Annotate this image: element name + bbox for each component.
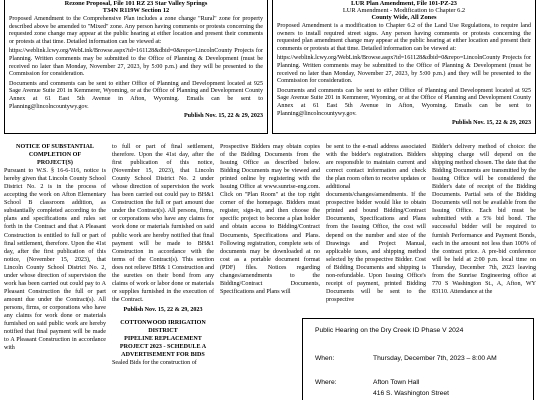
lur-notice-publish-dates: Publish Nov. 15, 22 & 29, 2023 [451,120,531,127]
column-bid-documents-1 [220,143,320,296]
cottonwood-title-5: ADVERTISEMENT FOR BIDS [121,352,205,359]
public-hearing-notice-box [302,318,534,400]
where-value-2: 416 S. Washington Street [373,390,449,397]
rezone-notice-subheader: T34N R119W Section 12 [102,7,170,14]
lur-notice-header: LUR Plan Amendment, File 101-PZ-23 [351,0,457,7]
lur-notice-paragraph-1: Proposed Amendment is a modification to Chapter 6.2 of the Land Use Regulations, to require land owners to install required street signs. Any person having comments or protests concerning the requested plan amendment change may appear at the public hearing at either location and present their comments or protests at that time. Detailed information can be viewed at: [277,23,531,52]
public-hearing-heading: Public Hearing on the Dry Creek ID Phase V 2024 [315,327,464,334]
cottonwood-title-4: PROJECT 2023 - SCHEDULE A [119,344,207,351]
substantial-completion-body: Pursuant to W.S. § 16-6-116, notice is hereby given that Lincoln County School District No. 2 is in the process of accepting the work on Afton Elementary School B classroom addition, as substantially completed according to the plans and specifications and rules set forth in the Contract and that A Pleasant Construction is entitled to full or part of final settlement, therefore. Upon the 41st day, after the first publication of this notice, (November 15, 2023), that Lincoln County School District No. 2, under whose direction of supervision the work has been carried out could pay to A Pleasant Construction the full or part amount due under the Contract(s). All persons, firms, or corporations who have any claims for work done or materials furnished on said public work are hereby notified that final payment will be made to A Pleasant Construction in accordance with [4,168,106,352]
when-label: When: [315,355,335,362]
completion-continued-publish-dates: Publish Nov. 15, 22 & 29, 2023 [123,306,203,313]
substantial-completion-title-2: COMPLETION OF [28,152,82,159]
lur-notice-scope: County Wide, All Zones [371,14,437,21]
lur-notice-paragraph-2: https://weblink.lcwy.org/WebLink/Browse.aspx?id=161128&dbid=0&repo=LincolnCounty Projects for Planning. Written comments may be submitted to the Office of Planning & Development (must be received no later than Monday, November 27, 2023, by 5:00 p.m.) and they will be presented to the Commission for consideration. [277,55,531,85]
lur-notice-paragraph-3: Documents and comments can be sent to either Office of Planning and Development located at 925 Sage Avenue Suite 201 in Kemmerer, Wyoming, or at the Office of Planning and Development County Annex at 61 East 5th Avenue in Afton, Wyoming. Emails can be sent to Planning@lincolncountywy.gov. [277,87,531,117]
rezone-notice-header: Rezone Proposal, File 101 RZ 23 Star Valley Springs [64,0,208,7]
cottonwood-body: Sealed Bids for the construction of [112,360,197,367]
lur-amendment-box [272,0,536,134]
bid-documents-body-1: Prospective Bidders may obtain copies of the Bidding Documents from the Issuing Office as described below. Bidding Documents may be viewed and printed online by registering with the Issuing Office at www.sunrise-eng.com. Click on "Plan Room" at the top right corner of the homepage. Bidders must register, sign-in, and then choose the specific project to become a plan holder and obtain access to Bidding/Contract Documents, Specifications and Plans. Following registration, complete sets of documents may be downloaded at no cost as a portable document format (PDF) files. Notices regarding changes/amendments to the Bidding/Contract Documents, Specifications and Plans will [220,144,320,295]
rezone-notice-paragraph-2: https://weblink.lcwy.org/WebLink/Browse.aspx?id=161128&dbid=0&repo=LincolnCounty Projects for Planning. Written comments may be submitted to the Office of Planning & Development (must be received no later than Monday, November 27, 2023, by 5:00 p.m.) and they will be presented to the Commission for consideration. [9,48,263,78]
rezone-notice-box [4,0,268,134]
column-substantial-completion [4,143,106,352]
lur-notice-subheader: LUR Amendment - Modification to Chapter 6.2 [342,7,466,14]
cottonwood-title-3: PIPELINE REPLACEMENT [124,336,202,343]
substantial-completion-title-3: PROJECT(S) [37,160,73,167]
column-bid-documents-2 [326,143,426,304]
cottonwood-title-1: COTTONWOOD IRRIGATION [120,319,206,326]
column-bid-documents-3 [432,143,536,296]
rezone-notice-paragraph-3: Documents and comments can be sent to either Office of Planning and Development located at 925 Sage Avenue Suite 201 in Kemmerer, Wyoming, or at the Office of Planning and Development County Annex at 61 East 5th Avenue in Afton, Wyoming. Emails can be sent to Planning@lincolncountywy.gov. [9,80,263,110]
where-label: Where: [315,379,337,386]
bid-documents-body-3: Bidder's delivery method of choice: the shipping charge will depend on the shipping method chosen. The date that the Bidding Documents are transmitted by the Issuing Office will be considered the Bidder's date of receipt of the Bidding Documents. Partial sets of the Bidding Documents will not be available from the Issuing Office. Each bid must be submitted with a 5% bid bond. The successful bidder will be required to furnish Performance and Payment Bonds, each in the amount not less than 100% of the contract price. A pre-bid conference will be held at 2:00 p.m. local time on Thursday, December 7th, 2023 leaving from the Sunrise Engineering office at 770 S Washington St., A, Afton, WY 83110. Attendance at the [432,144,536,295]
column-completion-continued [112,143,214,367]
where-value-1: Afton Town Hall [373,379,420,386]
substantial-completion-title-1: NOTICE OF SUBSTANTIAL [16,144,94,150]
rezone-notice-publish-dates: Publish Nov. 15, 22 & 29, 2023 [183,113,263,120]
rezone-notice-paragraph-1: Proposed Amendment to the Comprehensive Plan includes a zone change "Rural" zone for property described above be amended to "Mixed" zone. Any person having comments or protests concerning the requested zone change may appear at the public hearing at either location and present their comments or protests at that time. Detailed information can be viewed at: [9,16,263,45]
cottonwood-title-2: DISTRICT [148,328,178,335]
when-value: Thursday, December 7th, 2023 – 8:00 AM [373,355,497,362]
completion-continued-body: to full or part of final settlement, therefore. Upon the 41st day, after the first publication of this notice, (November 15, 2023), that Lincoln County School District No. 2 under whose direction of supervision the work has been carried out could pay to BH&1 Construction the full or part amount due under the Contract(s). All persons, firms, or corporations who have any claims for work done or materials furnished on said public work are hereby notified that final payment will be made to BH&1 Construction in accordance with the terms of the Contract(s). This section does not relieve BH& 1 Construction and the sureties on their bond from any claims of work or labor done or materials or supplies furnished in the execution of the Contract. [112,144,214,303]
bid-documents-body-2: be sent to the e-mail address associated with the bidder's registration. Bidders are responsible to maintain current and correct contact information and check the plan room often to receive updates or additional documents/changes/amendments. If the prospective bidder would like to obtain printed and bound Bidding/Contract Documents, Specifications and Plans from the Issuing Office, the cost will depend on the number and size of the Drawings and Project Manual, applicable taxes, and shipping method selected by the prospective Bidder. Cost of Bidding Documents and shipping is non-refundable. Upon Issuing Office's receipt of payment, printed Bidding Documents will be sent to the prospective [326,144,427,303]
